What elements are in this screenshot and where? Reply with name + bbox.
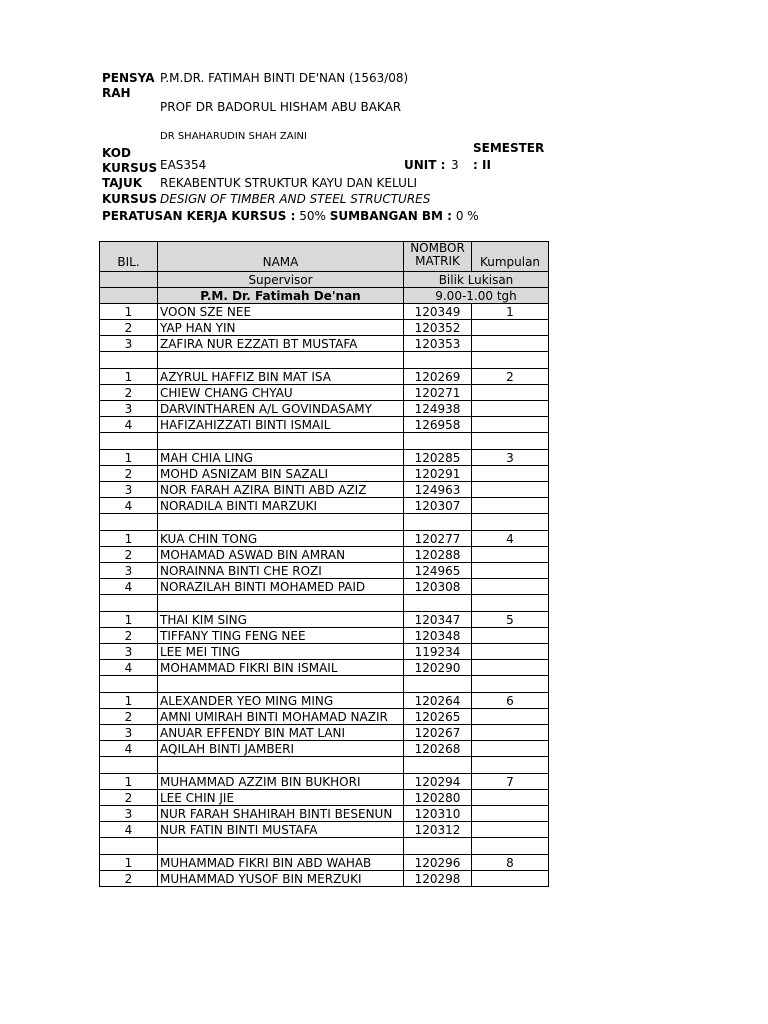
row-kumpulan: [472, 806, 549, 822]
pensyarah-label-1: PENSYA: [102, 71, 155, 85]
row-kumpulan: [472, 320, 549, 336]
group-separator-row: [100, 757, 549, 774]
row-matrik: 120347: [404, 612, 472, 628]
row-bil: [100, 757, 158, 774]
row-nama: CHIEW CHANG CHYAU: [158, 385, 404, 401]
row-nama: NOR FARAH AZIRA BINTI ABD AZIZ: [158, 482, 404, 498]
row-kumpulan: [472, 514, 549, 531]
row-nama: ZAFIRA NUR EZZATI BT MUSTAFA: [158, 336, 404, 352]
group-separator-row: [100, 595, 549, 612]
row-nama: MOHD ASNIZAM BIN SAZALI: [158, 466, 404, 482]
empty-cell: [100, 272, 158, 288]
empty-cell: [100, 288, 158, 304]
row-kumpulan: [472, 336, 549, 352]
sumbangan-label: SUMBANGAN BM :: [329, 209, 452, 223]
row-nama: [158, 676, 404, 693]
row-bil: 2: [100, 790, 158, 806]
row-matrik: 120349: [404, 304, 472, 320]
row-nama: TIFFANY TING FENG NEE: [158, 628, 404, 644]
table-row: [100, 531, 549, 547]
row-kumpulan: 7: [472, 774, 549, 790]
row-matrik: 120307: [404, 498, 472, 514]
table-header-row: [100, 242, 549, 272]
row-nama: NORADILA BINTI MARZUKI: [158, 498, 404, 514]
table-row: [100, 450, 549, 466]
row-bil: 2: [100, 466, 158, 482]
row-nama: MUHAMMAD YUSOF BIN MERZUKI: [158, 871, 404, 887]
row-nama: [158, 595, 404, 612]
row-matrik: 120269: [404, 369, 472, 385]
row-kumpulan: 6: [472, 693, 549, 709]
row-nama: MUHAMMAD AZZIM BIN BUKHORI: [158, 774, 404, 790]
lecturer-1: P.M.DR. FATIMAH BINTI DE'NAN (1563/08): [160, 71, 409, 85]
row-bil: 3: [100, 482, 158, 498]
table-row: [100, 741, 549, 757]
table-row: [100, 385, 549, 401]
row-bil: [100, 433, 158, 450]
row-matrik: 119234: [404, 644, 472, 660]
row-nama: NUR FATIN BINTI MUSTAFA: [158, 822, 404, 838]
supervisor-label: Supervisor: [158, 272, 404, 288]
row-matrik: 120296: [404, 855, 472, 871]
row-bil: 2: [100, 320, 158, 336]
kursus-label: KURSUS: [102, 161, 158, 175]
table-row: [100, 709, 549, 725]
row-kumpulan: 5: [472, 612, 549, 628]
row-bil: 1: [100, 693, 158, 709]
row-nama: NORAZILAH BINTI MOHAMED PAID: [158, 579, 404, 595]
row-nama: AMNI UMIRAH BINTI MOHAMAD NAZIR: [158, 709, 404, 725]
table-row: [100, 693, 549, 709]
row-nama: YAP HAN YIN: [158, 320, 404, 336]
col-nama-header: NAMA: [158, 242, 404, 272]
row-bil: 1: [100, 855, 158, 871]
group-separator-row: [100, 514, 549, 531]
row-matrik: 120280: [404, 790, 472, 806]
table-row: [100, 855, 549, 871]
row-bil: 3: [100, 725, 158, 741]
row-matrik: 120277: [404, 531, 472, 547]
row-bil: 3: [100, 644, 158, 660]
row-matrik: [404, 595, 472, 612]
row-bil: 3: [100, 563, 158, 579]
table-row: [100, 401, 549, 417]
row-bil: 4: [100, 660, 158, 676]
row-kumpulan: 8: [472, 855, 549, 871]
title-english: DESIGN OF TIMBER AND STEEL STRUCTURES: [160, 192, 431, 206]
unit-value: 3: [451, 158, 459, 172]
group-separator-row: [100, 838, 549, 855]
row-kumpulan: 2: [472, 369, 549, 385]
table-row: [100, 417, 549, 433]
row-kumpulan: [472, 401, 549, 417]
coursework-line: [102, 209, 479, 224]
row-matrik: 120268: [404, 741, 472, 757]
row-bil: [100, 514, 158, 531]
row-nama: AQILAH BINTI JAMBERI: [158, 741, 404, 757]
unit-label: UNIT :: [404, 158, 446, 172]
table-row: [100, 579, 549, 595]
session-time: 9.00-1.00 tgh: [404, 288, 549, 304]
row-bil: 4: [100, 741, 158, 757]
row-bil: 1: [100, 304, 158, 320]
row-matrik: 124965: [404, 563, 472, 579]
row-matrik: 120290: [404, 660, 472, 676]
row-kumpulan: [472, 660, 549, 676]
row-kumpulan: [472, 433, 549, 450]
row-bil: 2: [100, 628, 158, 644]
row-nama: AZYRUL HAFFIZ BIN MAT ISA: [158, 369, 404, 385]
row-matrik: [404, 676, 472, 693]
lecturer-3: DR SHAHARUDIN SHAH ZAINI: [160, 131, 307, 142]
row-bil: 1: [100, 369, 158, 385]
row-bil: 2: [100, 709, 158, 725]
row-matrik: 120291: [404, 466, 472, 482]
table-row: [100, 498, 549, 514]
row-matrik: [404, 352, 472, 369]
row-kumpulan: [472, 498, 549, 514]
row-kumpulan: [472, 822, 549, 838]
row-bil: 2: [100, 871, 158, 887]
row-matrik: 120353: [404, 336, 472, 352]
row-bil: 4: [100, 579, 158, 595]
kod-label: KOD: [102, 146, 131, 160]
row-bil: 4: [100, 498, 158, 514]
row-bil: 3: [100, 401, 158, 417]
row-bil: [100, 352, 158, 369]
row-nama: [158, 514, 404, 531]
row-matrik: 120298: [404, 871, 472, 887]
table-row: [100, 563, 549, 579]
table-row: [100, 774, 549, 790]
table-row: [100, 822, 549, 838]
venue: Bilik Lukisan: [404, 272, 549, 288]
row-bil: [100, 676, 158, 693]
lecturer-2: PROF DR BADORUL HISHAM ABU BAKAR: [160, 100, 402, 114]
row-kumpulan: [472, 417, 549, 433]
row-bil: [100, 838, 158, 855]
row-kumpulan: [472, 579, 549, 595]
row-kumpulan: [472, 482, 549, 498]
row-nama: ANUAR EFFENDY BIN MAT LANI: [158, 725, 404, 741]
row-kumpulan: [472, 725, 549, 741]
row-kumpulan: [472, 563, 549, 579]
row-kumpulan: [472, 838, 549, 855]
col-kumpulan-header: Kumpulan: [472, 242, 549, 272]
row-matrik: 120348: [404, 628, 472, 644]
row-bil: 1: [100, 612, 158, 628]
supervisor-row: [100, 288, 549, 304]
row-matrik: [404, 838, 472, 855]
row-nama: MAH CHIA LING: [158, 450, 404, 466]
row-bil: 1: [100, 450, 158, 466]
row-nama: DARVINTHAREN A/L GOVINDASAMY: [158, 401, 404, 417]
row-kumpulan: 1: [472, 304, 549, 320]
pensyarah-label-2: RAH: [102, 86, 131, 100]
supervisor-name: P.M. Dr. Fatimah De'nan: [158, 288, 404, 304]
supervisor-label-row: [100, 272, 549, 288]
row-kumpulan: [472, 709, 549, 725]
table-row: [100, 466, 549, 482]
table-row: [100, 806, 549, 822]
row-bil: [100, 595, 158, 612]
row-matrik: 120265: [404, 709, 472, 725]
table-row: [100, 660, 549, 676]
row-nama: [158, 433, 404, 450]
kursus-label-2: KURSUS: [102, 192, 158, 206]
row-bil: 4: [100, 822, 158, 838]
semester-value: : II: [473, 158, 491, 172]
row-kumpulan: [472, 352, 549, 369]
table-row: [100, 628, 549, 644]
table-row: [100, 304, 549, 320]
row-nama: [158, 352, 404, 369]
row-nama: [158, 838, 404, 855]
row-bil: 3: [100, 336, 158, 352]
row-nama: LEE MEI TING: [158, 644, 404, 660]
table-row: [100, 790, 549, 806]
table-row: [100, 871, 549, 887]
row-matrik: 120264: [404, 693, 472, 709]
table-row: [100, 612, 549, 628]
row-bil: 2: [100, 385, 158, 401]
student-roster-table: [99, 241, 549, 887]
row-kumpulan: 4: [472, 531, 549, 547]
row-nama: THAI KIM SING: [158, 612, 404, 628]
row-matrik: 120285: [404, 450, 472, 466]
row-kumpulan: [472, 628, 549, 644]
table-row: [100, 336, 549, 352]
row-nama: NORAINNA BINTI CHE ROZI: [158, 563, 404, 579]
row-matrik: 126958: [404, 417, 472, 433]
row-nama: LEE CHIN JIE: [158, 790, 404, 806]
row-bil: 2: [100, 547, 158, 563]
row-matrik: 120352: [404, 320, 472, 336]
row-nama: VOON SZE NEE: [158, 304, 404, 320]
row-nama: MOHAMMAD FIKRI BIN ISMAIL: [158, 660, 404, 676]
row-matrik: 124963: [404, 482, 472, 498]
sumbangan-value: 0 %: [455, 209, 479, 223]
table-row: [100, 547, 549, 563]
row-kumpulan: [472, 676, 549, 693]
title-malay: REKABENTUK STRUKTUR KAYU DAN KELULI: [160, 176, 418, 190]
row-matrik: [404, 757, 472, 774]
row-kumpulan: [472, 547, 549, 563]
row-matrik: 120310: [404, 806, 472, 822]
row-matrik: 120288: [404, 547, 472, 563]
group-separator-row: [100, 352, 549, 369]
row-nama: [158, 757, 404, 774]
row-nama: MUHAMMAD FIKRI BIN ABD WAHAB: [158, 855, 404, 871]
row-kumpulan: [472, 595, 549, 612]
row-kumpulan: [472, 790, 549, 806]
table-row: [100, 320, 549, 336]
row-nama: ALEXANDER YEO MING MING: [158, 693, 404, 709]
row-bil: 1: [100, 531, 158, 547]
row-nama: KUA CHIN TONG: [158, 531, 404, 547]
group-separator-row: [100, 433, 549, 450]
row-nama: NUR FARAH SHAHIRAH BINTI BESENUN: [158, 806, 404, 822]
col-matrik-header: NOMBOR MATRIK: [404, 242, 472, 272]
table-row: [100, 369, 549, 385]
row-bil: 4: [100, 417, 158, 433]
tajuk-label: TAJUK: [102, 176, 143, 190]
peratusan-label: PERATUSAN KERJA KURSUS :: [102, 209, 296, 223]
row-matrik: 120294: [404, 774, 472, 790]
table-row: [100, 644, 549, 660]
row-matrik: [404, 433, 472, 450]
row-kumpulan: [472, 871, 549, 887]
row-kumpulan: [472, 466, 549, 482]
row-bil: 3: [100, 806, 158, 822]
row-matrik: 120271: [404, 385, 472, 401]
row-matrik: 120267: [404, 725, 472, 741]
row-kumpulan: [472, 385, 549, 401]
col-bil-header: BIL.: [100, 242, 158, 272]
course-code: EAS354: [160, 158, 207, 172]
table-row: [100, 482, 549, 498]
peratusan-value: 50%: [299, 209, 326, 223]
row-kumpulan: [472, 741, 549, 757]
row-nama: MOHAMAD ASWAD BIN AMRAN: [158, 547, 404, 563]
row-matrik: 124938: [404, 401, 472, 417]
row-nama: HAFIZAHIZZATI BINTI ISMAIL: [158, 417, 404, 433]
row-matrik: 120308: [404, 579, 472, 595]
semester-label: SEMESTER: [473, 141, 545, 155]
row-kumpulan: [472, 757, 549, 774]
row-kumpulan: [472, 644, 549, 660]
table-row: [100, 725, 549, 741]
row-bil: 1: [100, 774, 158, 790]
row-matrik: [404, 514, 472, 531]
group-separator-row: [100, 676, 549, 693]
row-matrik: 120312: [404, 822, 472, 838]
row-kumpulan: 3: [472, 450, 549, 466]
